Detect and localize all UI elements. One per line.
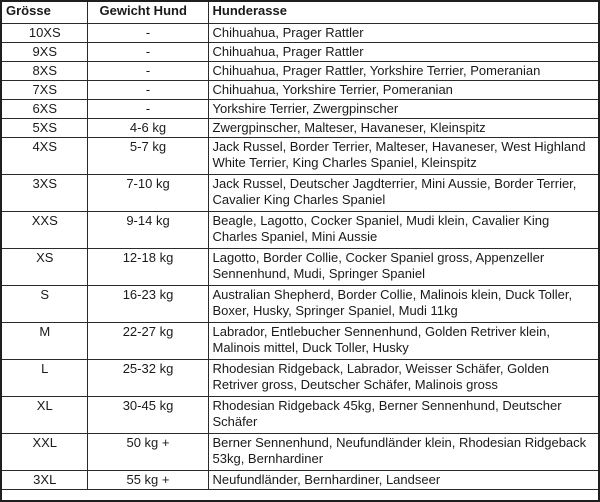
table-row: [2, 62, 598, 81]
size-cell: 8XS: [2, 62, 87, 81]
size-cell: XS: [2, 249, 87, 286]
weight-cell: -: [87, 100, 208, 119]
size-cell: XXL: [2, 434, 87, 471]
breeds-cell: Chihuahua, Prager Rattler: [208, 43, 598, 62]
breeds-cell: Jack Russel, Border Terrier, Malteser, Havaneser, West Highland White Terrier, King Charles Spaniel, Kleinspitz: [208, 138, 598, 175]
size-cell: L: [2, 360, 87, 397]
weight-cell: 7-10 kg: [87, 175, 208, 212]
weight-cell: -: [87, 24, 208, 43]
breeds-cell: Jack Russel, Deutscher Jagdterrier, Mini Aussie, Border Terrier, Cavalier King Charles Spaniel: [208, 175, 598, 212]
size-cell: 3XS: [2, 175, 87, 212]
size-cell: 10XS: [2, 24, 87, 43]
weight-cell: -: [87, 81, 208, 100]
size-cell: 7XS: [2, 81, 87, 100]
weight-cell: 12-18 kg: [87, 249, 208, 286]
weight-cell: 50 kg +: [87, 434, 208, 471]
breeds-cell: Chihuahua, Yorkshire Terrier, Pomeranian: [208, 81, 598, 100]
size-cell: XL: [2, 397, 87, 434]
weight-cell: 30-45 kg: [87, 397, 208, 434]
table-row: [2, 43, 598, 62]
weight-cell: 16-23 kg: [87, 286, 208, 323]
table-row: [2, 360, 598, 397]
size-cell: XXS: [2, 212, 87, 249]
table-row: [2, 434, 598, 471]
breeds-cell: Yorkshire Terrier, Zwergpinscher: [208, 100, 598, 119]
breeds-cell: Berner Sennenhund, Neufundländer klein, Rhodesian Ridgeback 53kg, Bernhardiner: [208, 434, 598, 471]
size-cell: 9XS: [2, 43, 87, 62]
breeds-cell: Beagle, Lagotto, Cocker Spaniel, Mudi klein, Cavalier King Charles Spaniel, Mini Aussie: [208, 212, 598, 249]
table-row: [2, 100, 598, 119]
size-cell: 6XS: [2, 100, 87, 119]
size-cell: 4XS: [2, 138, 87, 175]
weight-cell: 5-7 kg: [87, 138, 208, 175]
table-row: [2, 138, 598, 175]
weight-cell: -: [87, 43, 208, 62]
size-cell: S: [2, 286, 87, 323]
table-row: [2, 323, 598, 360]
size-cell: M: [2, 323, 87, 360]
breeds-cell: Chihuahua, Prager Rattler: [208, 24, 598, 43]
breeds-cell: Rhodesian Ridgeback 45kg, Berner Sennenhund, Deutscher Schäfer: [208, 397, 598, 434]
table-row: [2, 397, 598, 434]
weight-cell: -: [87, 62, 208, 81]
header-size: Grösse: [2, 2, 87, 24]
table-row: [2, 119, 598, 138]
breeds-cell: Neufundländer, Bernhardiner, Landseer: [208, 471, 598, 490]
size-chart-table: [2, 2, 598, 490]
weight-cell: 25-32 kg: [87, 360, 208, 397]
weight-cell: 55 kg +: [87, 471, 208, 490]
table-row: [2, 24, 598, 43]
header-row: [2, 2, 598, 24]
header-breed: Hunderasse: [208, 2, 598, 24]
breeds-cell: Lagotto, Border Collie, Cocker Spaniel gross, Appenzeller Sennenhund, Mudi, Springer Spaniel: [208, 249, 598, 286]
weight-cell: 9-14 kg: [87, 212, 208, 249]
breeds-cell: Labrador, Entlebucher Sennenhund, Golden Retriver klein, Malinois mittel, Duck Toller, Husky: [208, 323, 598, 360]
size-cell: 3XL: [2, 471, 87, 490]
size-cell: 5XS: [2, 119, 87, 138]
table-row: [2, 175, 598, 212]
table-row: [2, 81, 598, 100]
breeds-cell: Australian Shepherd, Border Collie, Malinois klein, Duck Toller, Boxer, Husky, Springer Spaniel, Mudi 11kg: [208, 286, 598, 323]
breeds-cell: Zwergpinscher, Malteser, Havaneser, Kleinspitz: [208, 119, 598, 138]
weight-cell: 22-27 kg: [87, 323, 208, 360]
breeds-cell: Chihuahua, Prager Rattler, Yorkshire Terrier, Pomeranian: [208, 62, 598, 81]
table-row: [2, 249, 598, 286]
breeds-cell: Rhodesian Ridgeback, Labrador, Weisser Schäfer, Golden Retriver gross, Deutscher Schäfer, Malinois gross: [208, 360, 598, 397]
table-row: [2, 212, 598, 249]
weight-cell: 4-6 kg: [87, 119, 208, 138]
table-row: [2, 286, 598, 323]
header-weight: Gewicht Hund: [87, 2, 208, 24]
table-row: [2, 471, 598, 490]
